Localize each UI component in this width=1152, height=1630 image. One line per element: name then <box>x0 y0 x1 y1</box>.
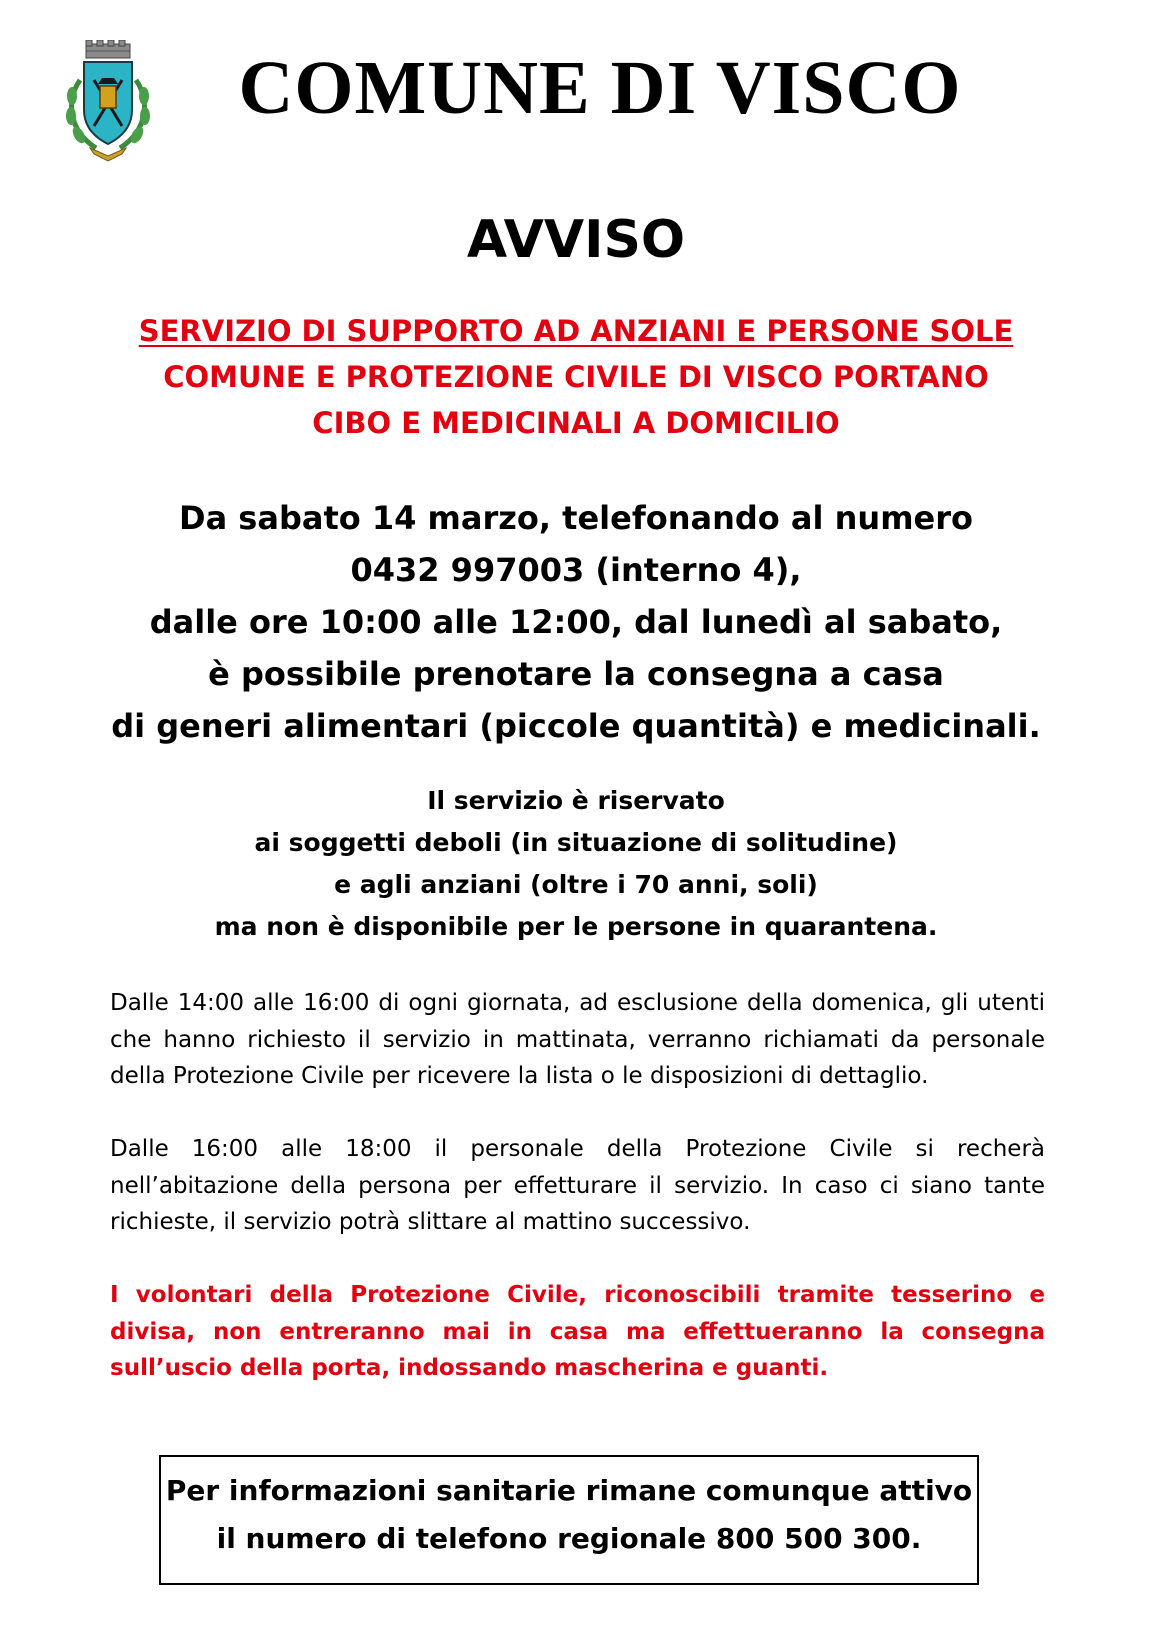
booking-info-line-1: Da sabato 14 marzo, telefonando al numero <box>179 499 973 537</box>
regional-phone-number: il numero di telefono regionale 800 500 300. <box>216 1522 922 1555</box>
volunteer-warning-paragraph: I volontari della Protezione Civile, riconoscibili tramite tesserino e divisa, non entreranno mai in casa ma effettueranno la consegna sull’uscio della porta, indossando mascherina e guanti. <box>110 1282 1045 1382</box>
delivery-schedule-paragraph: Dalle 16:00 alle 18:00 il personale della Protezione Civile si recherà nell’abitazione della persona per effetturare il servizio. In caso ci siano tante richieste, il servizio potrà slittare al mattino successivo. <box>110 1136 1045 1236</box>
eligibility-line-3: e agli anziani (oltre i 70 anni, soli) <box>334 870 818 899</box>
health-info-box <box>159 1455 979 1585</box>
booking-hours: dalle ore 10:00 alle 12:00, dal lunedì al sabato, <box>149 603 1003 641</box>
eligibility-line-1: Il servizio è riservato <box>427 786 725 815</box>
service-heading-line-3: CIBO E MEDICINALI A DOMICILIO <box>312 406 840 440</box>
booking-info-line-4: è possibile prenotare la consegna a casa <box>208 655 944 693</box>
municipality-name: COMUNE DI VISCO <box>238 46 962 130</box>
eligibility-line-2: ai soggetti deboli (in situazione di solitudine) <box>254 828 898 857</box>
notice-title: AVVISO <box>466 210 686 270</box>
service-heading-line-2: COMUNE E PROTEZIONE CIVILE DI VISCO PORTANO <box>163 360 989 394</box>
booking-phone-number: 0432 997003 (interno 4), <box>350 551 802 589</box>
service-heading-line-1: SERVIZIO DI SUPPORTO AD ANZIANI E PERSONE SOLE <box>138 314 1014 348</box>
booking-info-line-5: di generi alimentari (piccole quantità) e medicinali. <box>111 707 1041 745</box>
health-info-line-1: Per informazioni sanitarie rimane comunque attivo <box>165 1474 973 1507</box>
eligibility-line-4: ma non è disponibile per le persone in quarantena. <box>214 912 938 941</box>
callback-schedule-paragraph: Dalle 14:00 alle 16:00 di ogni giornata, ad esclusione della domenica, gli utenti che hanno richiesto il servizio in mattinata, verranno richiamati da personale della Protezione Civile per ricevere la lista o le disposizioni di dettaglio. <box>110 990 1045 1090</box>
municipal-coat-of-arms-icon <box>60 40 156 162</box>
